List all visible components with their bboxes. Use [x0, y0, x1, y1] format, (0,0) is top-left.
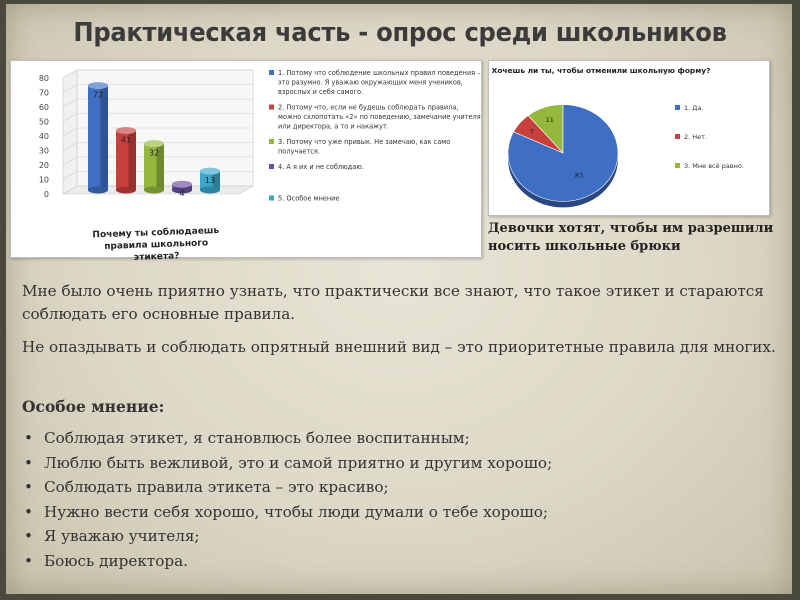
bullet: • — [24, 551, 33, 570]
bar-data-label: 13 — [204, 176, 216, 186]
bullet: • — [24, 453, 33, 472]
legend-item: 3. Мне всё равно. — [684, 162, 744, 170]
list-item-text: Люблю быть вежливой, это и самой приятно и другим хорошо; — [44, 453, 553, 472]
section-title-special-opinion: Особое мнение: — [22, 397, 165, 416]
pie-caption: Девочки хотят, чтобы им разрешили носить школьные брюки — [488, 221, 774, 254]
y-tick-label: 60 — [38, 103, 49, 112]
y-tick-label: 70 — [38, 88, 49, 98]
bar-data-label: 72 — [92, 90, 104, 100]
y-tick-label: 40 — [38, 132, 49, 141]
legend-swatch — [269, 196, 274, 201]
legend-item: 2. Потому что, если не будешь соблюдать правила, можно схлопотать «2» по поведению, замечание учителя или директора, а то и накажут. — [278, 103, 481, 131]
bar-shade — [101, 86, 109, 190]
y-tick-label: 20 — [38, 161, 49, 170]
slide-title: Практическая часть - опрос среди школьников — [73, 18, 727, 48]
pie-data-label: 83 — [574, 171, 584, 180]
list-item — [22, 475, 552, 500]
bar-chart-card — [10, 60, 482, 263]
bar-top — [116, 127, 136, 134]
bar-chart — [11, 61, 481, 263]
list-item — [22, 426, 552, 451]
legend-item: 5. Особое мнение — [278, 194, 340, 203]
pie-data-label: 7 — [529, 127, 535, 136]
bar-chart-title: Почему ты соблюдаешьправила школьногоэтикета? — [92, 225, 220, 263]
bar-top — [200, 168, 220, 175]
bar-base — [116, 187, 136, 194]
bar-base — [144, 187, 164, 194]
pie-chart-title: Хочешь ли ты, чтобы отменили школьную форму? — [491, 66, 711, 75]
y-tick-label: 10 — [38, 175, 49, 185]
legend-swatch — [675, 134, 680, 139]
list-item — [22, 549, 552, 574]
list-item — [22, 524, 552, 549]
y-tick-label: 30 — [38, 146, 49, 156]
list-item — [22, 500, 552, 525]
y-tick-label: 80 — [38, 74, 49, 83]
bullet: • — [24, 527, 33, 545]
list-item-text: Соблюдать правила этикета – это красиво; — [44, 478, 389, 496]
list-item-text: Я уважаю учителя; — [44, 527, 200, 545]
legend-item: 1. Да. — [684, 104, 704, 112]
list-item-text: Боюсь директора. — [44, 551, 188, 570]
bar-data-label: 32 — [148, 148, 160, 158]
bar-base — [88, 187, 108, 194]
bar-base — [200, 187, 220, 194]
bullet: • — [24, 429, 33, 447]
y-tick-label: 50 — [38, 117, 49, 127]
pie-chart — [489, 61, 769, 215]
list-item — [22, 451, 552, 476]
bar-top — [172, 181, 192, 188]
bar-top — [88, 82, 108, 89]
bar-top — [144, 140, 164, 147]
legend-swatch — [269, 105, 274, 110]
legend-swatch — [675, 105, 680, 110]
legend-item: 3. Потому что уже привык. Не замечаю, как само получается. — [278, 138, 451, 156]
bar-data-label: 41 — [120, 135, 132, 145]
legend-item: 2. Нет. — [684, 133, 708, 141]
list-item-text: Соблюдая этикет, я становлюсь более воспитанным; — [44, 429, 470, 447]
y-tick-label: 0 — [43, 190, 49, 199]
paragraph-1: Мне было очень приятно узнать, что практически все знают, что такое этикет и стараются соблюдать его основные правила. — [22, 282, 764, 323]
bar-chart-title-group — [92, 225, 220, 264]
legend-swatch — [269, 164, 274, 169]
legend-item: 4. А я их и не соблюдаю. — [278, 163, 364, 171]
legend-swatch — [675, 163, 680, 168]
opinions-list — [22, 426, 552, 573]
bullet: • — [24, 502, 33, 521]
legend-swatch — [269, 139, 274, 144]
legend-swatch — [269, 70, 274, 75]
bullet: • — [24, 478, 33, 496]
bar-data-label: 4 — [179, 189, 185, 199]
legend-item: 1. Потому что соблюдение школьных правил поведения – это разумно. Я уважаю окружающих меня учеников, взрослых и себя самого. — [278, 69, 481, 96]
pie-data-label: 11 — [545, 116, 554, 125]
list-item-text: Нужно вести себя хорошо, чтобы люди думали о тебе хорошо; — [44, 502, 549, 521]
pie-chart-card — [488, 60, 770, 216]
paragraph-2: Не опаздывать и соблюдать опрятный внешний вид – это приоритетные правила для многих. — [22, 338, 776, 356]
